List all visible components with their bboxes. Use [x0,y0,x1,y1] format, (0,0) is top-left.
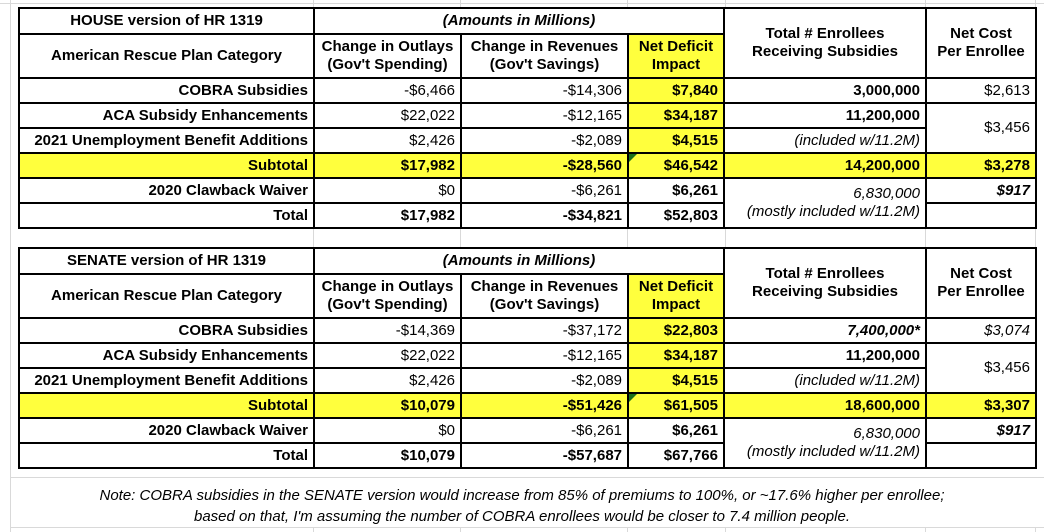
cell-net-deficit: $52,803 [628,203,724,228]
cell-enrollees: 7,400,000* [724,318,926,343]
table-row [19,103,1036,128]
col-header-revenues [461,274,628,318]
header-line: Total # Enrollees [765,265,885,282]
header-line: Net Cost [950,25,1012,42]
cell-revenues: -$6,261 [461,178,628,203]
cell-outlays: $0 [314,418,461,443]
header-line: Net Deficit [638,278,714,295]
table-row [19,8,1036,34]
header-line: (Gov't Spending) [327,56,448,73]
cell-revenues: -$12,165 [461,103,628,128]
row-label: Total [19,443,314,468]
gridline [1035,229,1036,247]
row-label: Subtotal [19,393,314,418]
table-row [19,248,1036,274]
header-line: Net Cost [950,265,1012,282]
col-header-outlays [314,34,461,78]
gridline [10,0,11,532]
header-line: Receiving Subsidies [752,43,898,60]
gridline [725,527,726,532]
senate-table [18,247,1037,469]
col-header-enrollees [724,248,926,318]
cell-outlays: -$14,369 [314,318,461,343]
cell-cost-per-enrollee-merged: $3,456 [926,343,1036,393]
cell-outlays: $0 [314,178,461,203]
amounts-in-millions-label: (Amounts in Millions) [314,248,724,274]
col-header-category: American Rescue Plan Category [19,34,314,78]
col-header-category: American Rescue Plan Category [19,274,314,318]
gridline [725,0,726,7]
gridline [10,527,1044,528]
comment-indicator-icon [629,154,637,162]
cell-cost-per-enrollee: $3,278 [926,153,1036,178]
comment-indicator-icon [629,394,637,402]
table-row [19,78,1036,103]
col-header-outlays [314,274,461,318]
cell-outlays: $17,982 [314,203,461,228]
cell-net-deficit [628,393,724,418]
header-line: Receiving Subsidies [752,283,898,300]
table-row [19,393,1036,418]
cell-enrollees: 11,200,000 [724,103,926,128]
cell-net-deficit: $4,515 [628,368,724,393]
cell-enrollees: (included w/11.2M) [724,128,926,153]
header-line: Change in Outlays [321,278,454,295]
cell-enrollees: (included w/11.2M) [724,368,926,393]
table-row [19,128,1036,153]
gridline [313,0,314,7]
cell-outlays: $22,022 [314,103,461,128]
amounts-in-millions-label: (Amounts in Millions) [314,8,724,34]
cell-revenues: -$2,089 [461,368,628,393]
header-line: Impact [651,296,701,313]
cell-outlays: $10,079 [314,393,461,418]
table-row [19,418,1036,443]
footnote [0,485,1044,527]
cell-revenues: -$57,687 [461,443,628,468]
row-label: ACA Subsidy Enhancements [19,103,314,128]
cell-net-deficit: $6,261 [628,178,724,203]
cell-net-deficit: $67,766 [628,443,724,468]
col-header-net-deficit [628,34,724,78]
table-row [19,368,1036,393]
cell-line: 6,830,000 [853,185,920,202]
cell-outlays: $22,022 [314,343,461,368]
header-line: (Gov't Spending) [327,296,448,313]
header-line: Total # Enrollees [765,25,885,42]
house-table [18,7,1037,229]
header-line: Impact [651,56,701,73]
gridline [0,3,1044,4]
header-line: Per Enrollee [937,43,1025,60]
cell-enrollees-merged [724,178,926,228]
cell-enrollees-merged [724,418,926,468]
header-line: Change in Outlays [321,38,454,55]
col-header-net-deficit [628,274,724,318]
cell-cost-per-enrollee: $3,074 [926,318,1036,343]
header-line: (Gov't Savings) [489,296,600,313]
cell-cost-per-enrollee: $2,613 [926,78,1036,103]
cell-enrollees: 18,600,000 [724,393,926,418]
cell-outlays: $2,426 [314,128,461,153]
cell-outlays: -$6,466 [314,78,461,103]
gridline [1035,527,1036,532]
cell-revenues: -$34,821 [461,203,628,228]
cell-enrollees: 11,200,000 [724,343,926,368]
table-row [19,178,1036,203]
cell-net-deficit: $4,515 [628,128,724,153]
cell-line: (mostly included w/11.2M) [746,443,920,460]
cell-outlays: $17,982 [314,153,461,178]
house-table-title: HOUSE version of HR 1319 [19,8,314,34]
gridline [627,229,628,247]
cell-net-deficit: $34,187 [628,103,724,128]
row-label: 2021 Unemployment Benefit Additions [19,128,314,153]
row-label: 2021 Unemployment Benefit Additions [19,368,314,393]
col-header-revenues [461,34,628,78]
cell-cost-per-enrollee: $3,307 [926,393,1036,418]
row-label: Subtotal [19,153,314,178]
cell-net-deficit: $7,840 [628,78,724,103]
row-label: 2020 Clawback Waiver [19,418,314,443]
cell-net-deficit: $34,187 [628,343,724,368]
cell-revenues: -$2,089 [461,128,628,153]
header-line: Per Enrollee [937,283,1025,300]
cell-line: 6,830,000 [853,425,920,442]
row-label: 2020 Clawback Waiver [19,178,314,203]
col-header-enrollees [724,8,926,78]
gridline [725,229,726,247]
cell-net-deficit: -$28,560 [461,153,628,178]
gridline [460,0,461,7]
gridline [627,527,628,532]
cell-outlays: $2,426 [314,368,461,393]
table-row [19,153,1036,178]
gridline [925,527,926,532]
footnote-line: Note: COBRA subsidies in the SENATE version would increase from 85% of premiums to 100%, or ~17.6% higher per enrollee; [99,487,945,504]
senate-table-title: SENATE version of HR 1319 [19,248,314,274]
empty-cell [926,203,1036,228]
gridline [460,527,461,532]
header-line: Change in Revenues [470,278,619,295]
gridline [1035,0,1036,7]
cell-net-deficit: $22,803 [628,318,724,343]
col-header-net-cost [926,248,1036,318]
gridline [460,229,461,247]
cell-cost-per-enrollee-merged: $3,456 [926,103,1036,153]
cell-value: $61,505 [663,396,718,414]
gridline [10,477,1044,478]
cell-revenues: -$6,261 [461,418,628,443]
row-label: COBRA Subsidies [19,318,314,343]
gridline [925,0,926,7]
cell-line: (mostly included w/11.2M) [746,203,920,220]
cell-revenues: -$51,426 [461,393,628,418]
header-line: (Gov't Savings) [489,56,600,73]
empty-cell [926,443,1036,468]
row-label: Total [19,203,314,228]
row-label: ACA Subsidy Enhancements [19,343,314,368]
gridline [925,229,926,247]
cell-outlays: $10,079 [314,443,461,468]
cell-revenues: -$37,172 [461,318,628,343]
col-header-net-cost [926,8,1036,78]
cell-enrollees: 3,000,000 [724,78,926,103]
table-row [19,318,1036,343]
cell-net-deficit: $6,261 [628,418,724,443]
cell-revenues: -$14,306 [461,78,628,103]
cell-cost-per-enrollee: $917 [926,178,1036,203]
gridline [313,229,314,247]
cell-value: $46,542 [663,156,718,174]
header-line: Net Deficit [638,38,714,55]
table-row [19,343,1036,368]
gridline [313,527,314,532]
cell-cost-per-enrollee: $917 [926,418,1036,443]
gridline [627,0,628,7]
footnote-line: based on that, I'm assuming the number of COBRA enrollees would be closer to 7.4 million people. [194,508,850,525]
header-line: Change in Revenues [470,38,619,55]
row-label: COBRA Subsidies [19,78,314,103]
cell-enrollees: 14,200,000 [724,153,926,178]
cell-revenues: -$12,165 [461,343,628,368]
cell-net-deficit [628,153,724,178]
